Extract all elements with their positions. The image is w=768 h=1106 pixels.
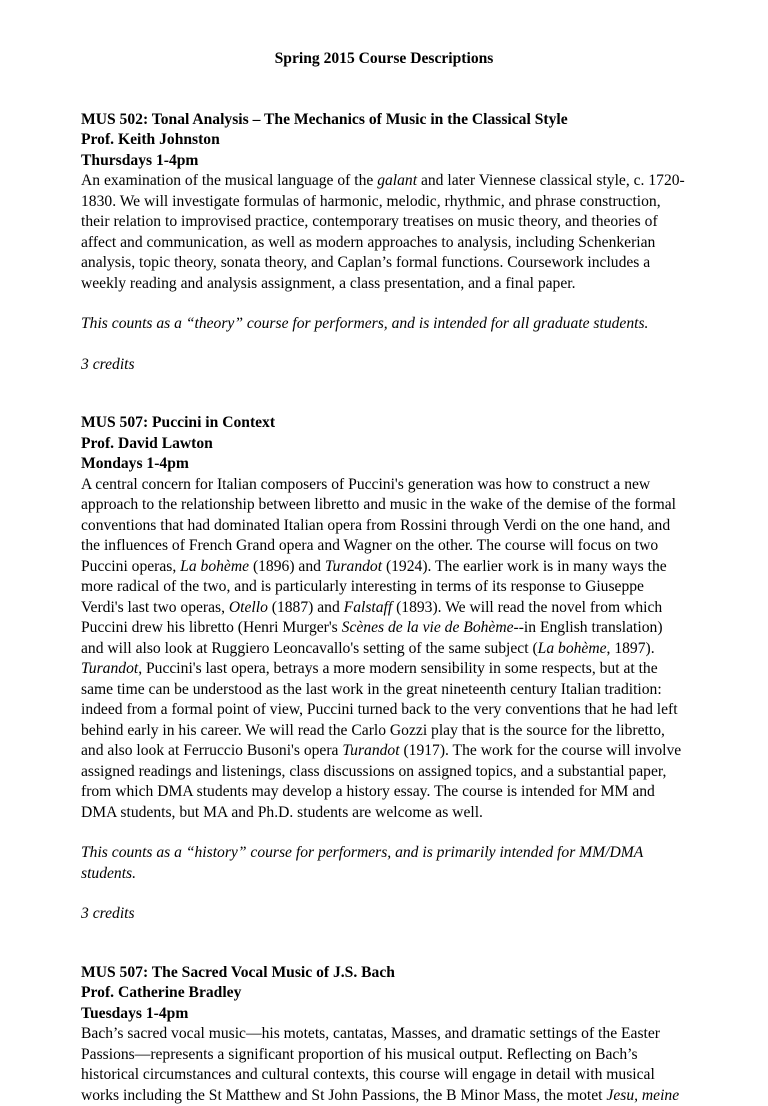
course-note: This counts as a “history” course for performers, and is primarily intended for MM/DMA students. xyxy=(81,843,687,884)
course-time: Tuesdays 1-4pm xyxy=(81,1004,687,1025)
description-text: (1887) and xyxy=(268,599,344,616)
course-code-title: MUS 502: Tonal Analysis – The Mechanics of Music in the Classical Style xyxy=(81,110,687,131)
course-description xyxy=(81,1024,687,1106)
italic-title: Otello xyxy=(229,599,268,616)
course-professor: Prof. Keith Johnston xyxy=(81,130,687,151)
description-text: and later Viennese classical style, c. 1720-1830. We will investigate formulas of harmonic, melodic, rhythmic, and phrase construction, their relation to improvised practice, contemporary treatises on music theory, and theories of affect and communication, as well as modern approaches to analysis, including Schenkerian analysis, topic theory, sonata theory, and Caplan’s formal functions. Coursework includes a weekly reading and analysis assignment, a class presentation, and a final paper. xyxy=(81,172,685,292)
description-text: (1896) and xyxy=(249,558,325,575)
description-text: (1917). The work for the course will involve assigned readings and listenings, class discussions on assigned topics, and a substantial paper, from which DMA students may develop a history essay. The course is intended for MM and DMA students, but MA and Ph.D. students are welcome as well. xyxy=(81,742,681,821)
course-description xyxy=(81,171,687,294)
italic-title: Falstaff xyxy=(344,599,393,616)
page-title: Spring 2015 Course Descriptions xyxy=(81,49,687,70)
italic-title: Turandot xyxy=(342,742,399,759)
course-code-title: MUS 507: The Sacred Vocal Music of J.S. Bach xyxy=(81,963,687,984)
description-text: --in English translation) and will also look at Ruggiero Leoncavallo's setting of the same subject ( xyxy=(81,619,663,657)
italic-title: Turandot xyxy=(81,660,138,677)
course-block xyxy=(81,413,687,925)
italic-title: Jesu, meine xyxy=(606,1087,679,1104)
course-professor: Prof. David Lawton xyxy=(81,434,687,455)
course-professor: Prof. Catherine Bradley xyxy=(81,983,687,1004)
description-text: (1924). The earlier work is in many ways the more radical of the two, and is particularly interesting in terms of its response to Giuseppe Verdi's last two operas, xyxy=(81,558,667,616)
description-text: Bach’s sacred vocal music—his motets, cantatas, Masses, and dramatic settings of the Easter Passions—represents a significant proportion of his musical output. Reflecting on Bach’s historical circumstances and cultural contexts, this course will engage in detail with musical works including the St Matthew and St John Passions, the B Minor Mass, the motet xyxy=(81,1025,660,1104)
italic-title: La bohème xyxy=(180,558,249,575)
course-time: Thursdays 1-4pm xyxy=(81,151,687,172)
description-text: , Puccini's last opera, betrays a more modern sensibility in some respects, but at the same time can be understood as the last work in the great nineteenth century Italian tradition: indeed from a formal point of view, Puccini turned back to the very conventions that he had left behind early in his career. We will read the Carlo Gozzi play that is the source for the libretto, and also look at Ferruccio Busoni's opera xyxy=(81,660,678,759)
description-text: A central concern for Italian composers of Puccini's generation was how to construct a new approach to the relationship between libretto and music in the wake of the demise of the formal conventions that had dominated Italian opera from Rossini through Verdi on the one hand, and the influences of French Grand opera and Wagner on the other. The course will focus on two Puccini operas, xyxy=(81,476,676,575)
description-text: , 1897). xyxy=(607,640,655,657)
course-credits: 3 credits xyxy=(81,904,687,925)
italic-title: galant xyxy=(377,172,417,189)
course-block xyxy=(81,963,687,1106)
description-text: An examination of the musical language of the xyxy=(81,172,377,189)
course-description xyxy=(81,475,687,824)
course-block xyxy=(81,110,687,376)
course-note: This counts as a “theory” course for performers, and is intended for all graduate students. xyxy=(81,314,687,335)
italic-title: La bohème xyxy=(538,640,607,657)
course-time: Mondays 1-4pm xyxy=(81,454,687,475)
italic-title: Turandot xyxy=(325,558,382,575)
course-credits: 3 credits xyxy=(81,355,687,376)
description-text: (1893). We will read the novel from which Puccini drew his libretto (Henri Murger's xyxy=(81,599,662,637)
course-code-title: MUS 507: Puccini in Context xyxy=(81,413,687,434)
italic-title: Scènes de la vie de Bohème xyxy=(342,619,514,636)
